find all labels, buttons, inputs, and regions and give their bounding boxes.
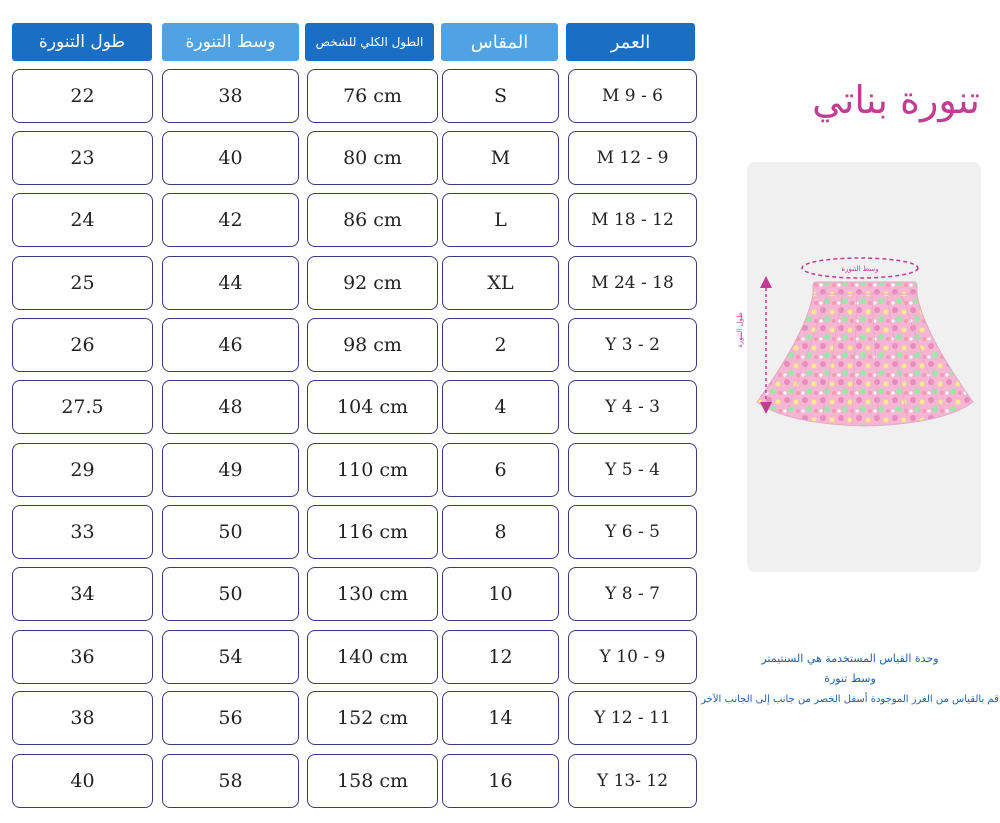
cell-waist: 38 (162, 69, 299, 123)
cell-age: Y 5 - 4 (568, 443, 697, 497)
header-skirt-length: طول التنورة (12, 23, 152, 61)
cell-length: 36 (12, 630, 153, 684)
cell-height: 104 cm (307, 380, 438, 434)
cell-age: Y 13- 12 (568, 754, 697, 808)
cell-waist: 44 (162, 256, 299, 310)
note-instruction: قم بالقياس من الغرز الموجودة أسفل الخصر من جانب إلى الجانب الآخر (701, 694, 999, 705)
cell-height: 80 cm (307, 131, 438, 185)
arrow-up-icon (760, 276, 772, 288)
cell-height: 152 cm (307, 691, 438, 745)
cell-height: 86 cm (307, 193, 438, 247)
cell-waist: 46 (162, 318, 299, 372)
cell-length: 26 (12, 318, 153, 372)
cell-age: Y 12 - 11 (568, 691, 697, 745)
cell-length: 29 (12, 443, 153, 497)
cell-waist: 58 (162, 754, 299, 808)
cell-age: Y 6 - 5 (568, 505, 697, 559)
cell-waist: 56 (162, 691, 299, 745)
cell-length: 34 (12, 567, 153, 621)
cell-size: 8 (442, 505, 559, 559)
waist-label: وسط التنورة (841, 265, 879, 273)
cell-size: 6 (442, 443, 559, 497)
cell-size: 16 (442, 754, 559, 808)
cell-length: 24 (12, 193, 153, 247)
cell-age: Y 10 - 9 (568, 630, 697, 684)
cell-age: M 12 - 9 (568, 131, 697, 185)
cell-size: 10 (442, 567, 559, 621)
cell-height: 116 cm (307, 505, 438, 559)
cell-height: 140 cm (307, 630, 438, 684)
cell-height: 98 cm (307, 318, 438, 372)
cell-age: Y 3 - 2 (568, 318, 697, 372)
cell-height: 158 cm (307, 754, 438, 808)
cell-waist: 49 (162, 443, 299, 497)
cell-size: 14 (442, 691, 559, 745)
cell-size: M (442, 131, 559, 185)
cell-size: L (442, 193, 559, 247)
length-label-wrap (732, 300, 752, 360)
cell-length: 38 (12, 691, 153, 745)
cell-waist: 48 (162, 380, 299, 434)
cell-waist: 42 (162, 193, 299, 247)
cell-size: S (442, 69, 559, 123)
cell-length: 27.5 (12, 380, 153, 434)
cell-age: M 18 - 12 (568, 193, 697, 247)
cell-age: M 9 - 6 (568, 69, 697, 123)
cell-height: 92 cm (307, 256, 438, 310)
note-waist: وسط تنورة (824, 672, 876, 685)
cell-length: 23 (12, 131, 153, 185)
cell-waist: 50 (162, 505, 299, 559)
cell-age: Y 4 - 3 (568, 380, 697, 434)
cell-length: 40 (12, 754, 153, 808)
header-size: المقاس (441, 23, 558, 61)
note-unit: وحدة القياس المستخدمة هي السنتيمتر (761, 652, 939, 665)
cell-length: 25 (12, 256, 153, 310)
cell-height: 76 cm (307, 69, 438, 123)
length-label: طول التنورة (736, 312, 744, 348)
cell-waist: 50 (162, 567, 299, 621)
cell-size: 4 (442, 380, 559, 434)
cell-height: 130 cm (307, 567, 438, 621)
cell-size: 2 (442, 318, 559, 372)
cell-waist: 54 (162, 630, 299, 684)
cell-size: 12 (442, 630, 559, 684)
cell-size: XL (442, 256, 559, 310)
page-title: تنورة بناتي (812, 78, 980, 122)
header-age: العمر (566, 23, 695, 61)
cell-age: Y 8 - 7 (568, 567, 697, 621)
skirt-image (747, 162, 981, 572)
header-total-height: الطول الكلي للشخص (305, 23, 434, 61)
cell-height: 110 cm (307, 443, 438, 497)
skirt-image-panel (747, 162, 981, 572)
cell-length: 33 (12, 505, 153, 559)
cell-length: 22 (12, 69, 153, 123)
cell-waist: 40 (162, 131, 299, 185)
header-skirt-waist: وسط التنورة (162, 23, 299, 61)
cell-age: M 24 - 18 (568, 256, 697, 310)
